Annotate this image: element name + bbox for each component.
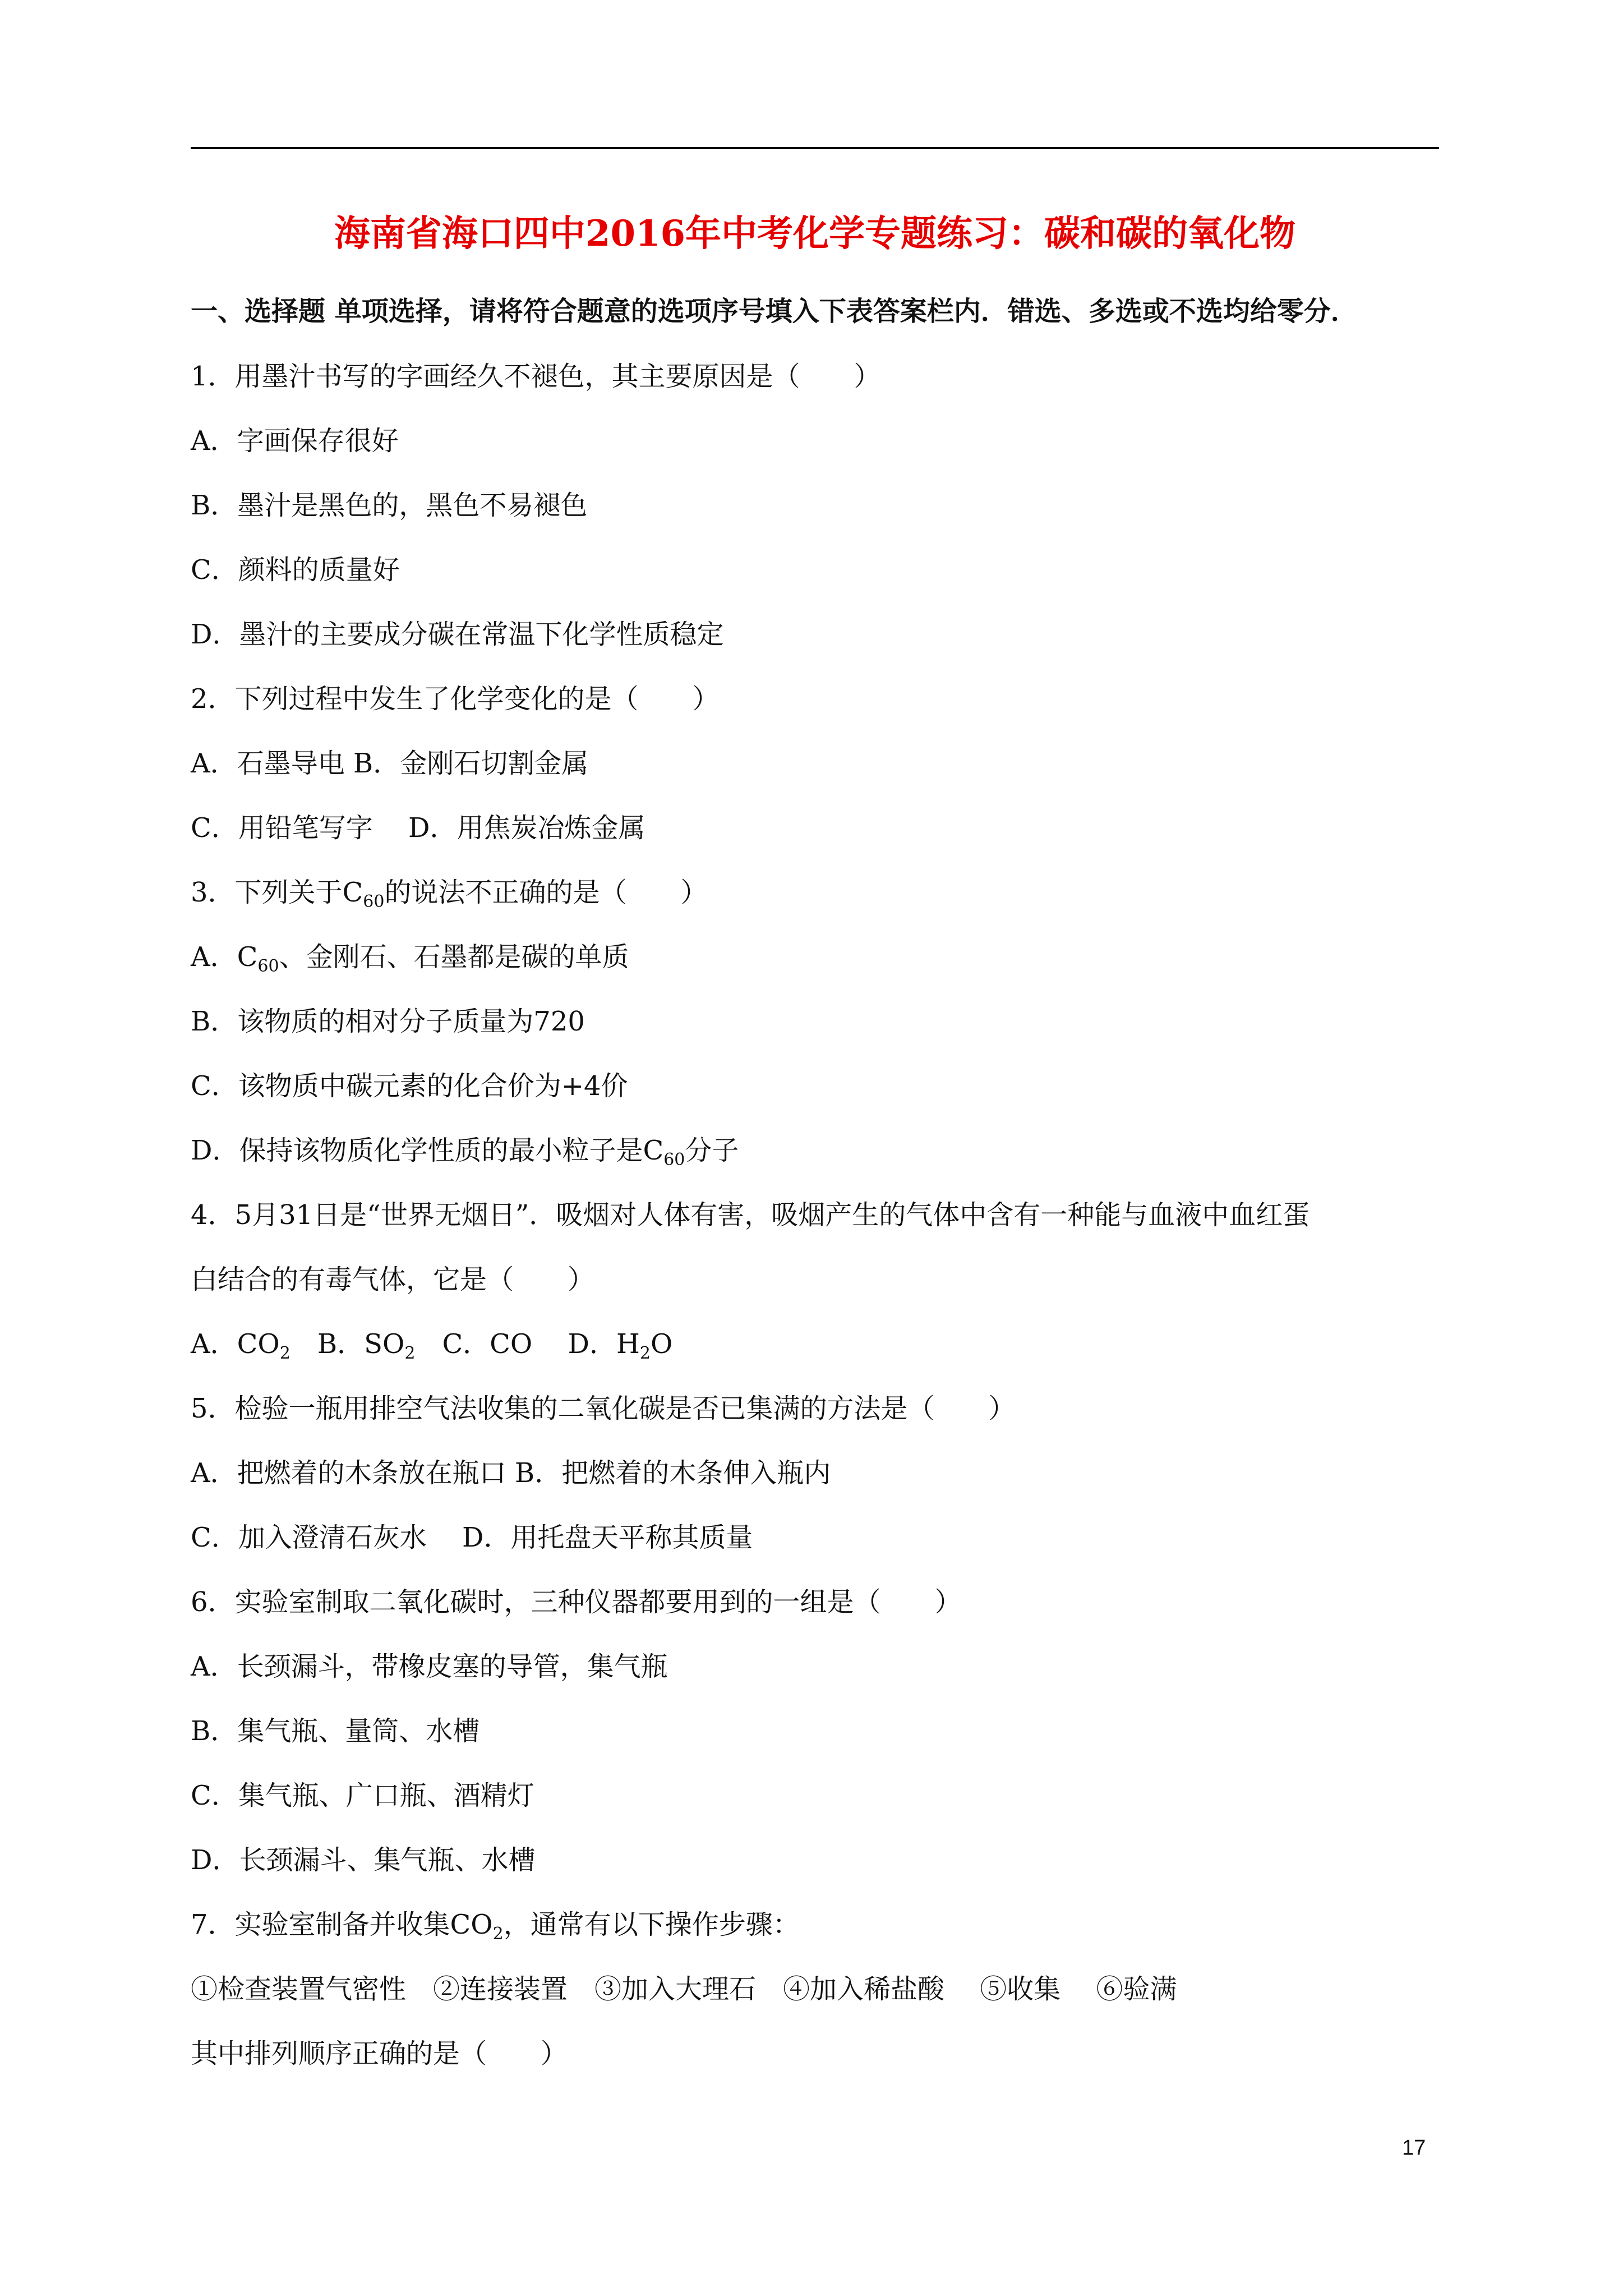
question-3-stem: 3．下列关于$C_{60}$的说法不正确的是（ ） (191, 877, 708, 912)
question-1-option-c: C．颜料的质量好 (191, 554, 400, 586)
question-5-options-ab: A．把燃着的木条放在瓶口 B．把燃着的木条伸入瓶内 (191, 1457, 831, 1489)
question-1-option-d: D．墨汁的主要成分碳在常温下化学性质稳定 (191, 619, 724, 650)
header-rule (191, 147, 1439, 149)
question-4-options: A．$CO_2$ B．$SO_2$ C．CO D．$H_2O$ (191, 1328, 673, 1363)
question-1-option-a: A．字画保存很好 (191, 425, 399, 457)
question-3-option-c: C．该物质中碳元素的化合价为+4价 (191, 1070, 628, 1102)
question-5-stem: 5．检验一瓶用排空气法收集的二氧化碳是否已集满的方法是（ ） (191, 1393, 1016, 1424)
question-2-options-cd: C．用铅笔写字 D．用焦炭冶炼金属 (191, 812, 645, 844)
question-7-steps: ①检查装置气密性 ②连接装置 ③加入大理石 ④加入稀盐酸 ⑤收集 ⑥验满 (191, 1973, 1177, 2005)
question-2-options-ab: A．石墨导电 B．金刚石切割金属 (191, 748, 589, 779)
question-5-options-cd: C．加入澄清石灰水 D．用托盘天平称其质量 (191, 1522, 753, 1553)
document-title: 海南省海口四中2016年中考化学专题练习：碳和碳的氧化物 (334, 213, 1296, 255)
question-7-stem: 7．实验室制备并收集$CO_2$，通常有以下操作步骤： (191, 1909, 800, 1944)
question-4-stem-line-2: 白结合的有毒气体，它是（ ） (191, 1264, 595, 1295)
question-3-option-a: A．$C_{60}$、金刚石、石墨都是碳的单质 (191, 941, 629, 976)
question-6-option-b: B．集气瓶、量筒、水槽 (191, 1715, 480, 1747)
question-7-tail: 其中排列顺序正确的是（ ） (191, 2038, 568, 2069)
question-1-stem: 1．用墨汁书写的字画经久不褪色，其主要原因是（ ） (191, 361, 881, 392)
question-6-option-a: A．长颈漏斗，带橡皮塞的导管，集气瓶 (191, 1651, 668, 1682)
question-6-option-c: C．集气瓶、广口瓶、酒精灯 (191, 1780, 534, 1811)
question-1-option-b: B．墨汁是黑色的，黑色不易褪色 (191, 490, 588, 521)
question-4-stem-line-1: 4．5月31日是“世界无烟日”．吸烟对人体有害，吸烟产生的气体中含有一种能与血液中血红蛋 (191, 1199, 1310, 1231)
question-3-option-d: D．保持该物质化学性质的最小粒子是$C_{60}$分子 (191, 1135, 739, 1170)
page-number: 17 (1402, 2136, 1426, 2160)
question-6-option-d: D．长颈漏斗、集气瓶、水槽 (191, 1844, 536, 1876)
section-heading: 一、选择题 单项选择，请将符合题意的选项序号填入下表答案栏内．错选、多选或不选均给零分． (191, 296, 1358, 327)
question-6-stem: 6．实验室制取二氧化碳时，三种仪器都要用到的一组是（ ） (191, 1586, 962, 1618)
question-3-option-b: B．该物质的相对分子质量为720 (191, 1006, 585, 1037)
question-2-stem: 2．下列过程中发生了化学变化的是（ ） (191, 683, 720, 715)
